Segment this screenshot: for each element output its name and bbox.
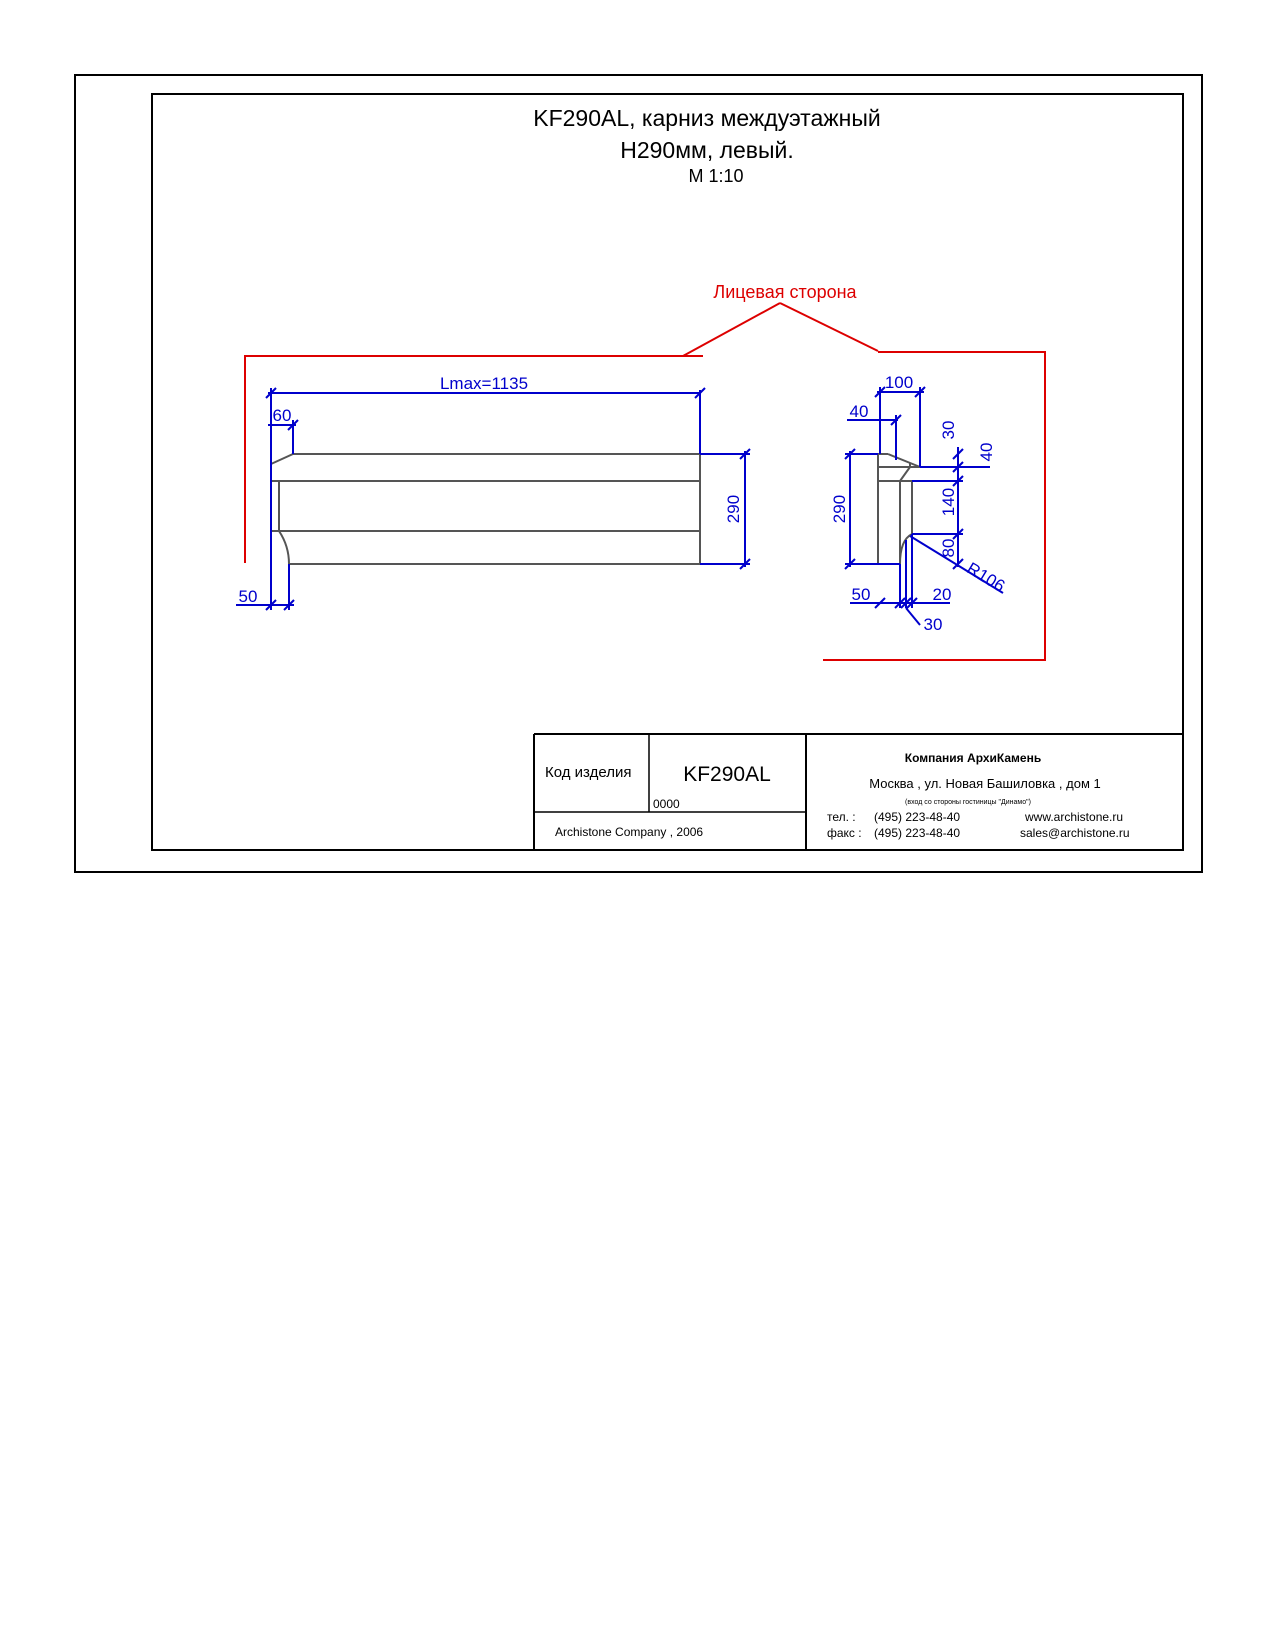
drawing-subtitle: H290мм, левый. [620,137,794,163]
dim-80-label: 80 [939,538,958,558]
tb-fax-label: факс : [827,826,862,840]
tb-phone-label: тел. : [827,810,856,824]
tb-code-number: 0000 [653,797,680,811]
tb-fax: (495) 223-48-40 [874,826,961,840]
face-leader-left [683,303,780,356]
tb-code-value: KF290AL [683,763,771,786]
inner-frame [152,94,1183,850]
dim-40-top-label: 40 [849,402,869,421]
tb-phone: (495) 223-48-40 [874,810,961,824]
dim-30-bottom-label: 30 [923,615,943,634]
tb-company: Компания АрхиКамень [904,751,1042,765]
tb-website: www.archistone.ru [1025,810,1124,824]
tb-email: sales@archistone.ru [1020,826,1130,840]
dim-30-bottom-leader [906,608,920,625]
front-view-dimensions [236,388,750,610]
dim-50-label: 50 [238,587,258,606]
front-cove-curve [279,531,289,564]
dim-60-label: 60 [272,406,292,425]
dim-290-side-label: 290 [830,494,849,524]
dim-290-label: 290 [724,494,743,524]
face-side-label: Лицевая сторона [713,282,857,302]
tb-address: Москва , ул. Новая Башиловка , дом 1 [869,776,1101,791]
side-view-part [878,454,920,564]
drawing-scale: M 1:10 [688,166,744,186]
dim-20-label: 20 [932,585,952,604]
dim-r106-label: R106 [963,558,1009,596]
side-top-bevel [888,454,920,467]
dim-length-label: Lmax=1135 [439,374,529,393]
face-leader-right [780,303,878,351]
dim-50-side-label: 50 [851,585,871,604]
front-top-profile [271,454,700,564]
face-bracket-right [823,352,1045,660]
dim-40-right-label: 40 [977,442,996,462]
dim-30-top-label: 30 [939,420,958,440]
dim-140-label: 140 [939,487,958,517]
tb-address-note: (вход со стороны гостиницы "Динамо") [905,799,1031,806]
tb-copyright: Archistone Company , 2006 [555,825,704,839]
dim-100-label: 100 [884,373,914,392]
drawing-title: KF290AL, карниз междуэтажный [533,105,881,131]
tb-code-label: Код изделия [545,764,632,781]
front-view-part [271,454,700,564]
